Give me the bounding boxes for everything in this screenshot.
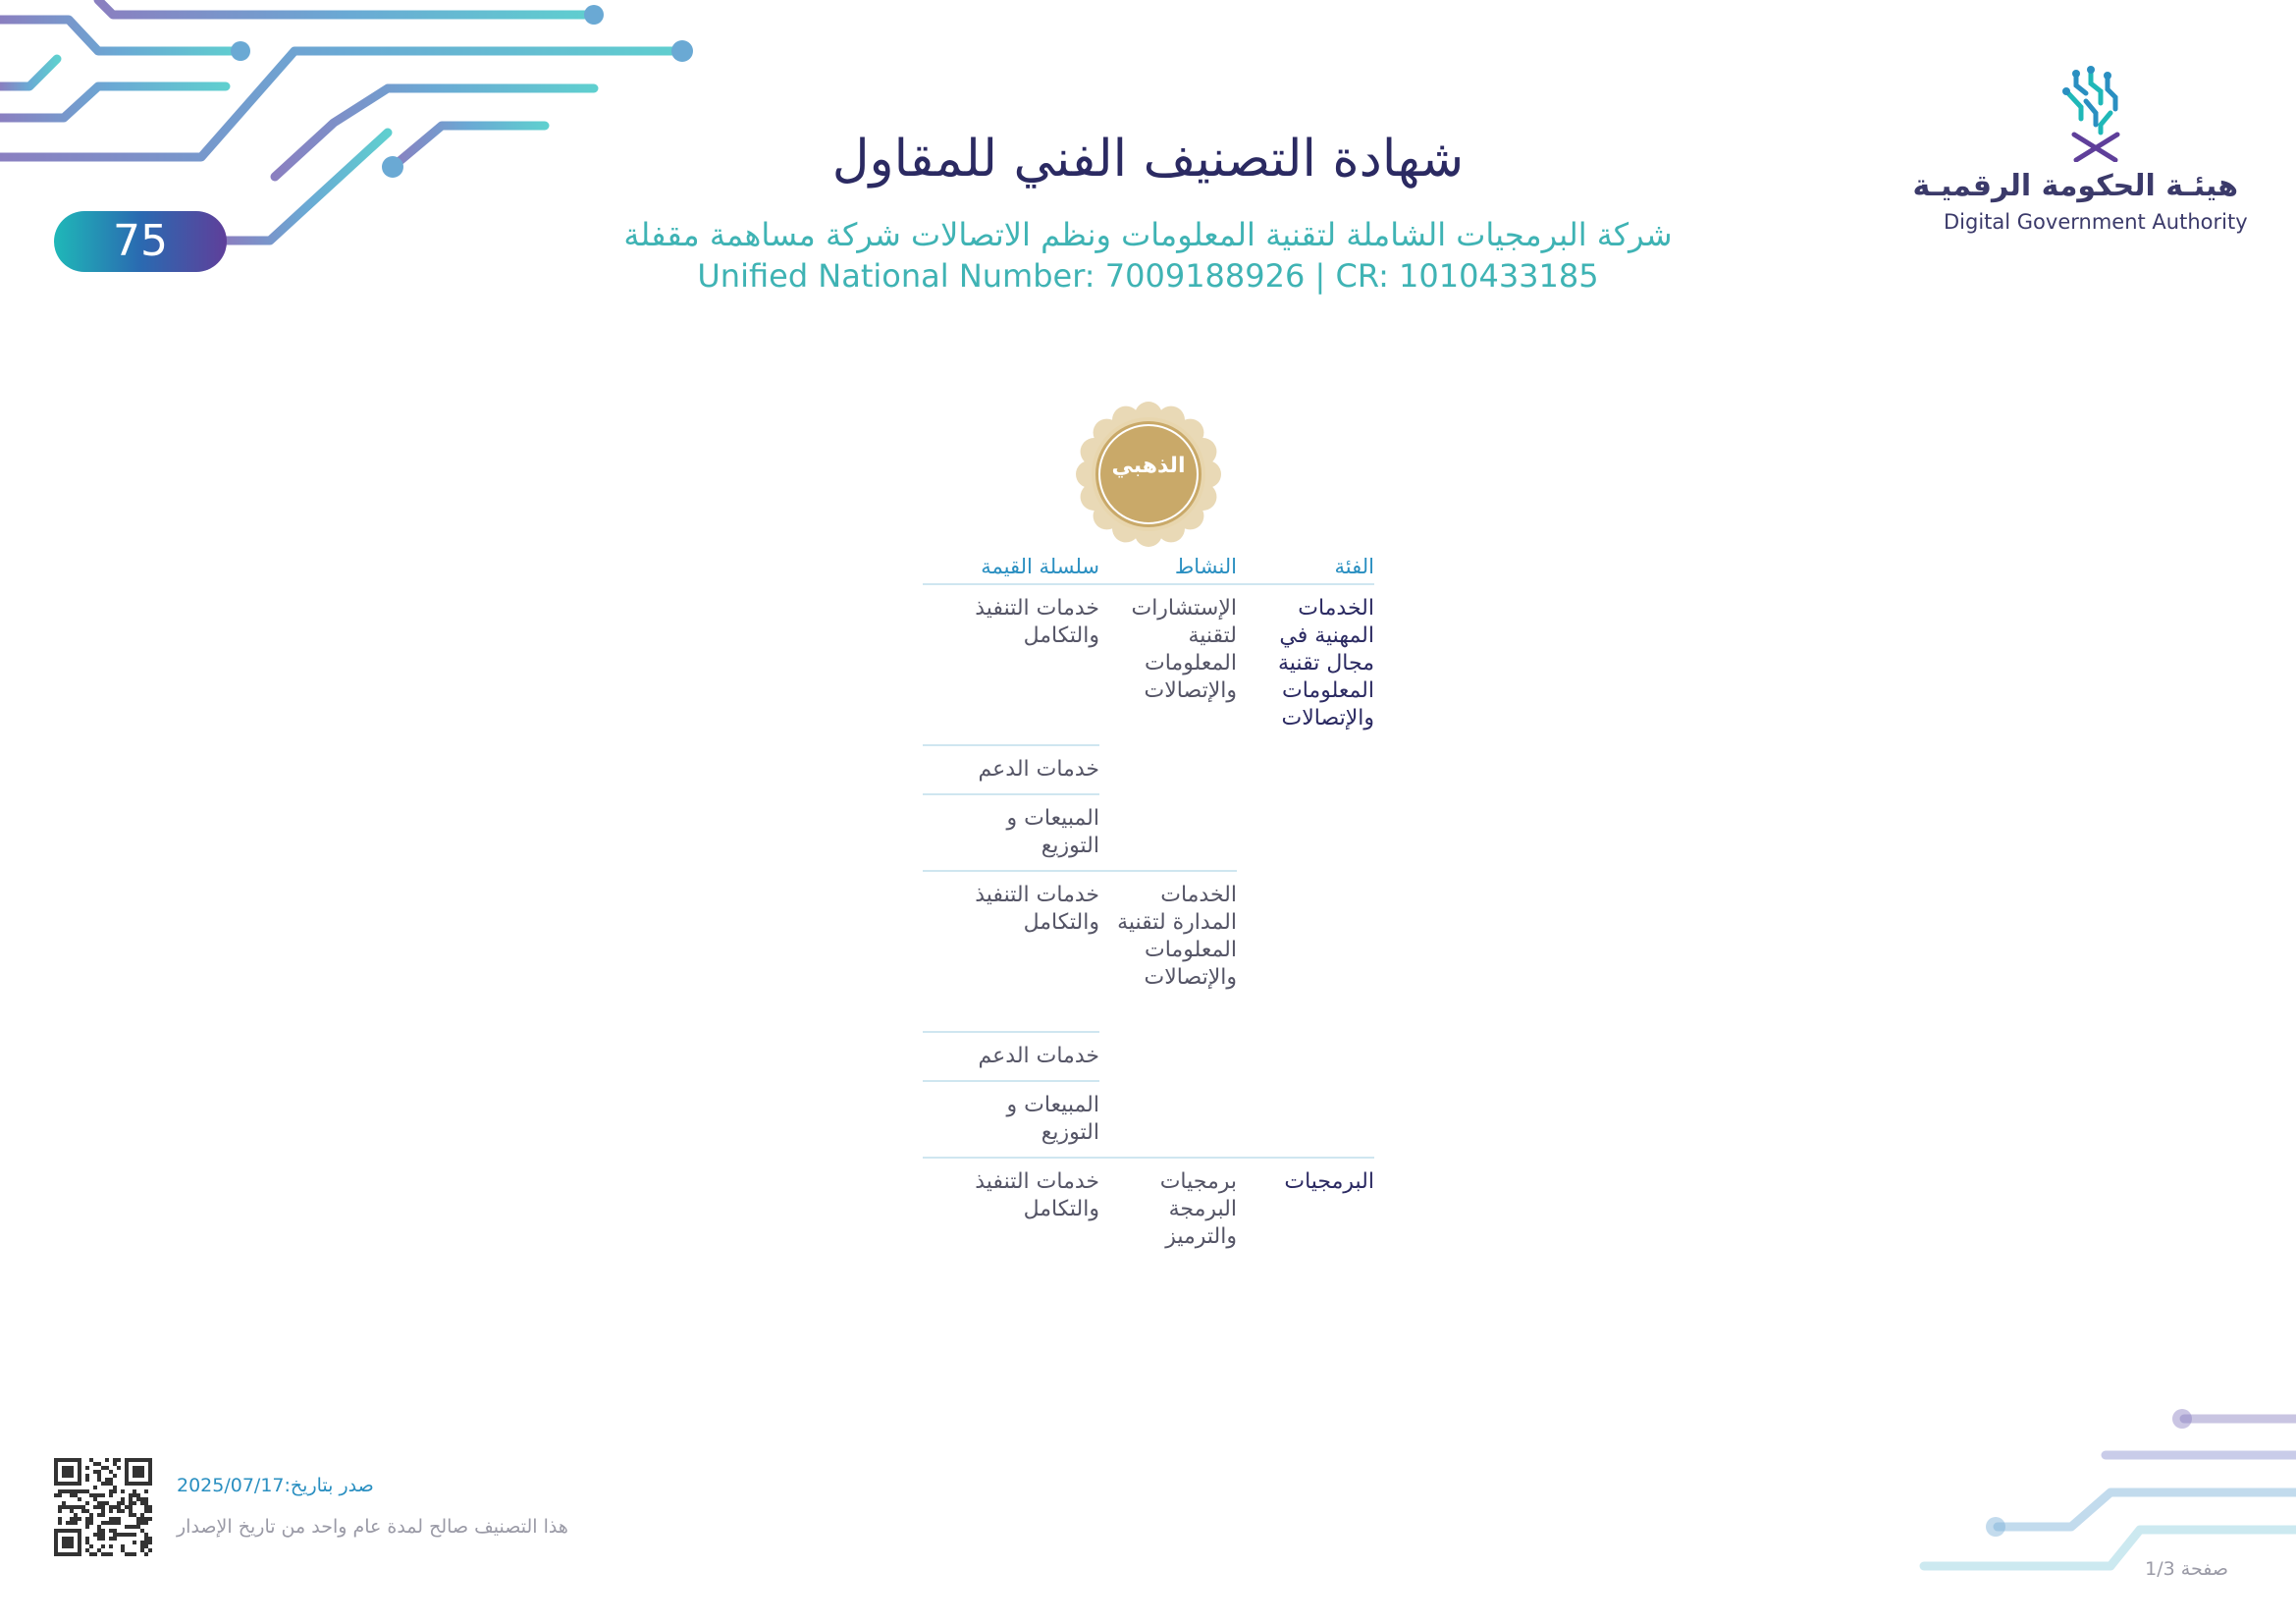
header-activity: النشاط (1174, 555, 1237, 578)
score-badge: 75 (54, 211, 227, 272)
activity-cell: برمجيات البرمجة والترميز (1159, 1169, 1237, 1249)
activity-row (923, 585, 1237, 870)
value-chain-cell: المبيعات و التوزيع (923, 1080, 1099, 1157)
value-chain-cell: خدمات التنفيذ والتكامل (975, 596, 1099, 648)
table-group (923, 1157, 1374, 1257)
company-identifiers: Unified National Number: 7009188926 | CR: 1010433185 (697, 257, 1599, 295)
logo-name-arabic: هيئـة الحكومة الرقميـة (1912, 169, 2238, 203)
page-title: شهادة التصنيف الفني للمقاول (831, 130, 1465, 189)
value-chain-cell: خدمات التنفيذ والتكامل (975, 883, 1099, 935)
activity-row (923, 870, 1237, 1157)
value-chain-cell: خدمات الدعم (923, 744, 1099, 793)
validity-note: هذا التصنيف صالح لمدة عام واحد من تاريخ الإصدار (177, 1516, 568, 1538)
issue-date: صدر بتاريخ:2025/07/17 (177, 1475, 374, 1496)
table-header (923, 550, 1374, 585)
activity-cell: الخدمات المدارة لتقنية المعلومات والإتصالات (1117, 883, 1237, 990)
qr-code-icon (54, 1458, 152, 1556)
value-chain-cell: خدمات التنفيذ والتكامل (975, 1169, 1099, 1221)
page-number: صفحة 1/3 (2145, 1558, 2228, 1580)
value-chain-cell: خدمات الدعم (923, 1031, 1099, 1080)
activity-cell: الإستشارات لتقنية المعلومات والإتصالات (1131, 596, 1237, 703)
category-cell: الخدمات المهنية في مجال تقنية المعلومات والإتصالات (1278, 596, 1374, 730)
table-group (923, 585, 1374, 1157)
header-category: الفئة (1334, 555, 1374, 578)
company-name: شركة البرمجيات الشاملة لتقنية المعلومات ونظم الاتصالات شركة مساهمة مقفلة (623, 216, 1673, 253)
badge-label: الذهبي (1111, 454, 1186, 478)
classification-table (923, 550, 1374, 1257)
logo-name-english: Digital Government Authority (1944, 210, 2248, 234)
activity-row (923, 1159, 1237, 1257)
category-cell: البرمجيات (1284, 1169, 1374, 1194)
dga-circuit-logo-icon (2056, 64, 2135, 162)
value-chain-cell: المبيعات و التوزيع (923, 793, 1099, 870)
header-value-chain: سلسلة القيمة (981, 555, 1099, 578)
circuit-decoration-bottom (1914, 1394, 2296, 1591)
